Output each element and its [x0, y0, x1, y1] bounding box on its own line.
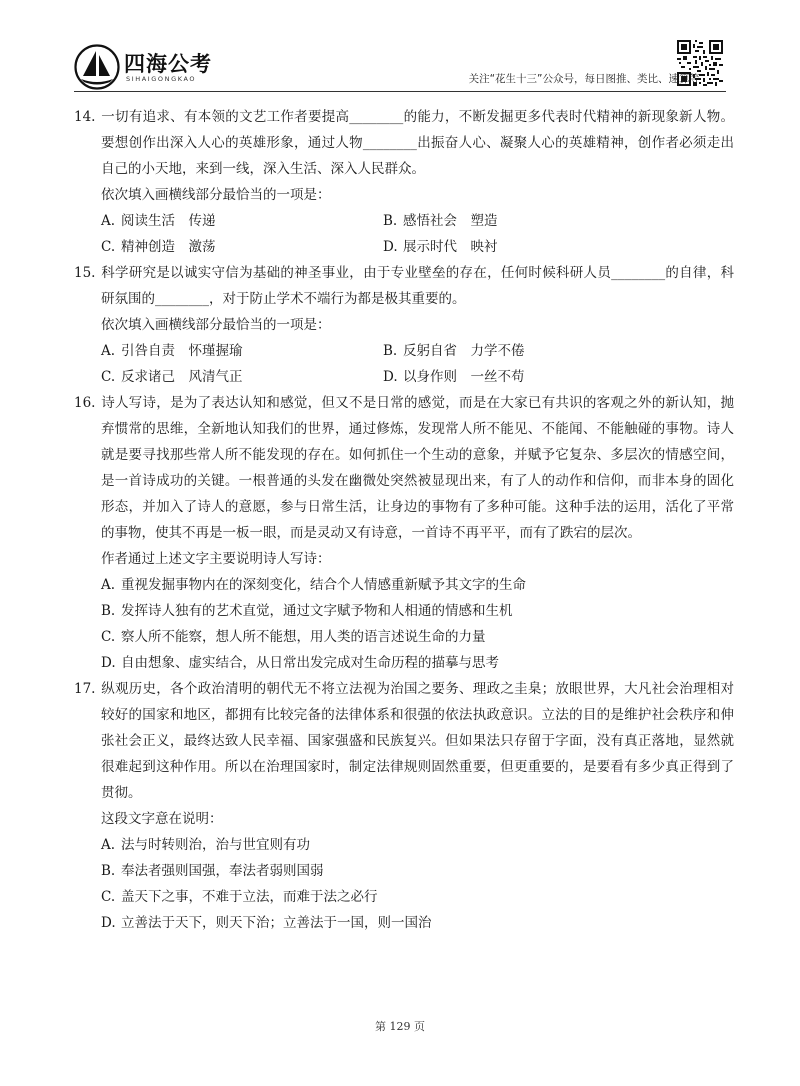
page-number: 第 129 页 [375, 1020, 425, 1033]
question-prompt: 依次填入画横线部分最恰当的一项是： [101, 187, 331, 203]
question-text: 纵观历史，各个政治清明的朝代无不将立法视为治国之要务、理政之圭臬；放眼世界，大凡社会治理相对较好的国家和地区，都拥有比较完备的法律体系和很强的依法执政意识。立法的目的是维护社会秩序和伸张社会正义，最终达致人民幸福、国家强盛和民族复兴。但如果法只存留于字面，没有真正落地，显然就很难起到这种作用。所以在治理国家时，制定法律规则固然重要，但更重要的，是要看有多少真正得到了贯彻。 [101, 681, 734, 801]
option-d [383, 364, 663, 390]
option-text: 察人所不能察，想人所不能想，用人类的语言述说生命的力量 [121, 629, 486, 645]
question-16 [74, 390, 734, 676]
option-d [101, 650, 734, 676]
answer-options [74, 572, 734, 676]
option-text: 精神创造 激荡 [121, 239, 216, 255]
question-stem [74, 390, 734, 546]
option-text: 盖天下之事，不难于立法，而难于法之必行 [121, 889, 378, 905]
question-stem [74, 260, 734, 312]
question-text: 科学研究是以诚实守信为基础的神圣事业，由于专业壁垒的存在，任何时候科研人员________的自律，科研氛围的________，对于防止学术不端行为都是极其重要的。 [101, 265, 734, 307]
header-divider [74, 91, 726, 92]
question-stem [74, 676, 734, 806]
option-text: 奉法者强则国强，奉法者弱则国弱 [121, 863, 324, 879]
option-text: 展示时代 映衬 [403, 239, 498, 255]
question-14 [74, 104, 734, 260]
option-text: 引咎自责 怀瑾握瑜 [121, 343, 243, 359]
option-letter: C. [101, 629, 116, 645]
option-b [383, 208, 663, 234]
option-letter: B. [383, 213, 398, 229]
question-number: 15. [74, 265, 96, 281]
option-letter: A. [101, 577, 116, 593]
question-17 [74, 676, 734, 936]
option-letter: D. [101, 915, 116, 931]
option-letter: D. [383, 369, 398, 385]
answer-options [74, 338, 734, 390]
option-text: 以身作则 一丝不苟 [403, 369, 525, 385]
option-text: 重视发掘事物内在的深刻变化，结合个人情感重新赋予其文字的生命 [121, 577, 526, 593]
question-prompt: 作者通过上述文字主要说明诗人写诗： [101, 551, 331, 567]
option-text: 发挥诗人独有的艺术直觉，通过文字赋予物和人相通的情感和生机 [121, 603, 513, 619]
answer-options [74, 208, 734, 260]
question-list [74, 104, 734, 936]
sailboat-logo-icon [74, 44, 120, 90]
question-text: 一切有追求、有本领的文艺工作者要提高________的能力，不断发掘更多代表时代精神的新现象新人物。要想创作出深入人心的英雄形象，通过人物________出振奋人心、凝聚人心的英雄精神，创作者必须走出自己的小天地，来到一线，深入生活、深入人民群众。 [101, 109, 734, 177]
option-c [101, 884, 734, 910]
option-letter: C. [101, 369, 116, 385]
question-number: 17. [74, 681, 96, 697]
option-b [383, 338, 663, 364]
option-text: 反求诸己 风清气正 [121, 369, 243, 385]
option-letter: B. [101, 603, 116, 619]
brand-name: 四海公考 [124, 52, 212, 76]
option-letter: D. [383, 239, 398, 255]
option-c [101, 364, 383, 390]
option-letter: A. [101, 837, 116, 853]
option-letter: D. [101, 655, 116, 671]
answer-options [74, 832, 734, 936]
option-a [101, 338, 383, 364]
option-text: 阅读生活 传递 [121, 213, 216, 229]
option-text: 法与时转则治，治与世宜则有功 [121, 837, 310, 853]
option-c [101, 234, 383, 260]
option-letter: C. [101, 889, 116, 905]
option-a [101, 572, 734, 598]
page-header [0, 0, 800, 100]
question-number: 16. [74, 395, 96, 411]
header-notice: 关注“花生十三”公众号，每日图推、类比、速算等 [468, 73, 700, 85]
option-a [101, 832, 734, 858]
option-a [101, 208, 383, 234]
option-letter: B. [383, 343, 398, 359]
option-letter: C. [101, 239, 116, 255]
option-letter: A. [101, 213, 116, 229]
option-b [101, 598, 734, 624]
option-text: 感悟社会 塑造 [403, 213, 498, 229]
option-letter: A. [101, 343, 116, 359]
brand-subtitle: SIHAIGONGKAO [126, 75, 197, 83]
option-b [101, 858, 734, 884]
question-number: 14. [74, 109, 96, 125]
option-text: 自由想象、虚实结合，从日常出发完成对生命历程的描摹与思考 [121, 655, 499, 671]
question-prompt: 这段文字意在说明： [101, 811, 223, 827]
question-prompt: 依次填入画横线部分最恰当的一项是： [101, 317, 331, 333]
option-d [383, 234, 663, 260]
brand-logo [74, 44, 234, 90]
option-text: 立善法于天下，则天下治；立善法于一国，则一国治 [121, 915, 432, 931]
option-letter: B. [101, 863, 116, 879]
option-text: 反躬自省 力学不倦 [403, 343, 525, 359]
question-15 [74, 260, 734, 390]
option-c [101, 624, 734, 650]
option-d [101, 910, 734, 936]
question-text: 诗人写诗，是为了表达认知和感觉，但又不是日常的感觉，而是在大家已有共识的客观之外的新认知，抛弃惯常的思维，全新地认知我们的世界，通过修炼，发现常人所不能见、不能闻、不能触碰的事物。诗人就是要寻找那些常人所不能发现的存在。如何抓住一个生动的意象，并赋予它复杂、多层次的情感空间，是一首诗成功的关键。一根普通的头发在幽微处突然被显现出来，有了人的动作和信仰，而非本身的固化形态，并加入了诗人的意愿，参与日常生活，让身边的事物有了多种可能。这种手法的运用，活化了平常的事物，使其不再是一板一眼，而是灵动又有诗意，一首诗不再平平，而有了跌宕的层次。 [101, 395, 734, 541]
question-stem [74, 104, 734, 182]
